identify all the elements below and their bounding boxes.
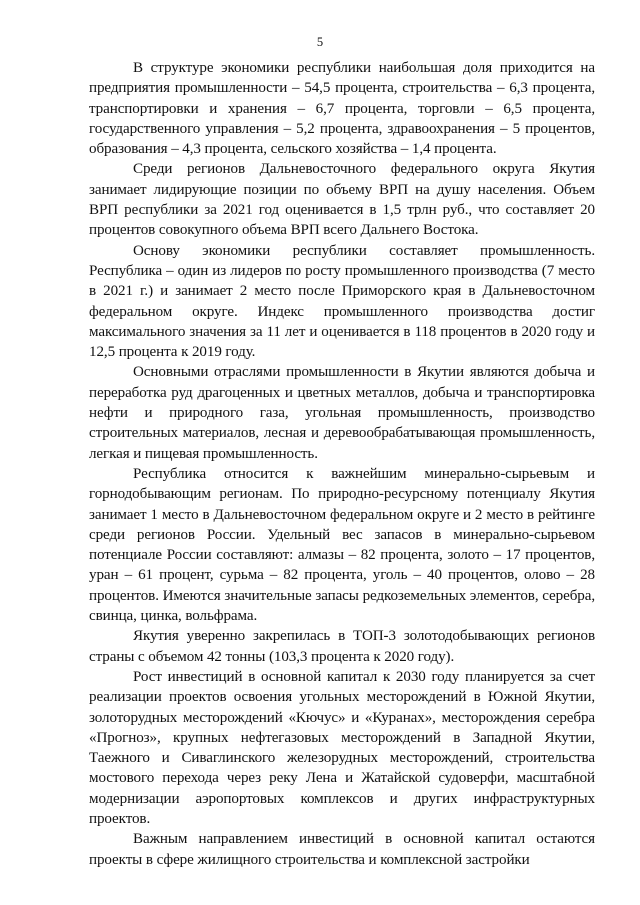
paragraph-main-industries: Основными отраслями промышленности в Якутии являются добыча и переработка руд драгоценных и цветных металлов, добыча и транспортировка нефти и природного газа, угольная промышленность, производство строительных материалов, лесная и деревообрабатывающая промышленность, легкая и пищевая промышленность. [89, 364, 595, 462]
page-number: 5 [316, 35, 324, 49]
paragraph-mineral-resources: Республика относится к важнейшим минерально-сырьевым и горнодобывающим регионам. По природно-ресурсному потенциалу Якутия занимает 1 место в Дальневосточном федеральном округе и 2 место в рейтинге среди регионов России. Удельный вес запасов в минерально-сырьевом потенциале России составляют: алмазы – 82 процента, золото – 17 процентов, уран – 61 процент, сурьма – 82 процента, уголь – 40 процентов, олово – 28 процентов. Имеются значительные запасы редкоземельных элементов, серебра, свинца, цинка, вольфрама. [89, 465, 595, 625]
paragraph-grp-per-capita: Среди регионов Дальневосточного федерального округа Якутия занимает лидирующие позиции по объему ВРП на душу населения. Объем ВРП республики за 2021 год оценивается в 1,5 трлн руб., что составляет 20 процентов совокупного объема ВРП всего Дальнего Востока. [89, 161, 595, 239]
paragraph-economy-structure: В структуре экономики республики наибольшая доля приходится на предприятия промышленности – 54,5 процента, строительства – 6,3 процента, транспортировки и хранения – 6,7 процента, торговли – 6,5 процента, государственного управления – 5,2 процента, здравоохранения – 5 процентов, образования – 4,3 процента, сельского хозяйства – 1,4 процента. [89, 60, 595, 158]
paragraph-investment-growth: Рост инвестиций в основной капитал к 2030 году планируется за счет реализации проектов освоения угольных месторождений в Южной Якутии, золоторудных месторождений «Кючус» и «Куранах», месторождения серебра «Прогноз», крупных нефтегазовых месторождений в Западной Якутии, Таежного и Сиваглинского железорудных месторождений, строительства мостового перехода через реку Лена и Жатайской судоверфи, масштабной модернизации аэропортовых комплексов и других инфраструктурных проектов. [89, 668, 595, 827]
paragraph-industry-basis: Основу экономики республики составляет промышленность. Республика – один из лидеров по росту промышленного производства (7 место в 2021 г.) и занимает 2 место после Приморского края в Дальневосточном федеральном округе. Индекс промышленного производства достиг максимального значения за 11 лет и оценивается в 118 процентов в 2020 году и 12,5 процента к 2019 году. [89, 242, 595, 361]
body-text [89, 58, 595, 870]
paragraph-gold-mining: Якутия уверенно закрепилась в ТОП-3 золотодобывающих регионов страны с объемом 42 тонны (103,3 процента к 2020 году). [89, 628, 595, 665]
paragraph-housing-investment: Важным направлением инвестиций в основной капитал остаются проекты в сфере жилищного строительства и комплексной застройки [89, 831, 595, 868]
